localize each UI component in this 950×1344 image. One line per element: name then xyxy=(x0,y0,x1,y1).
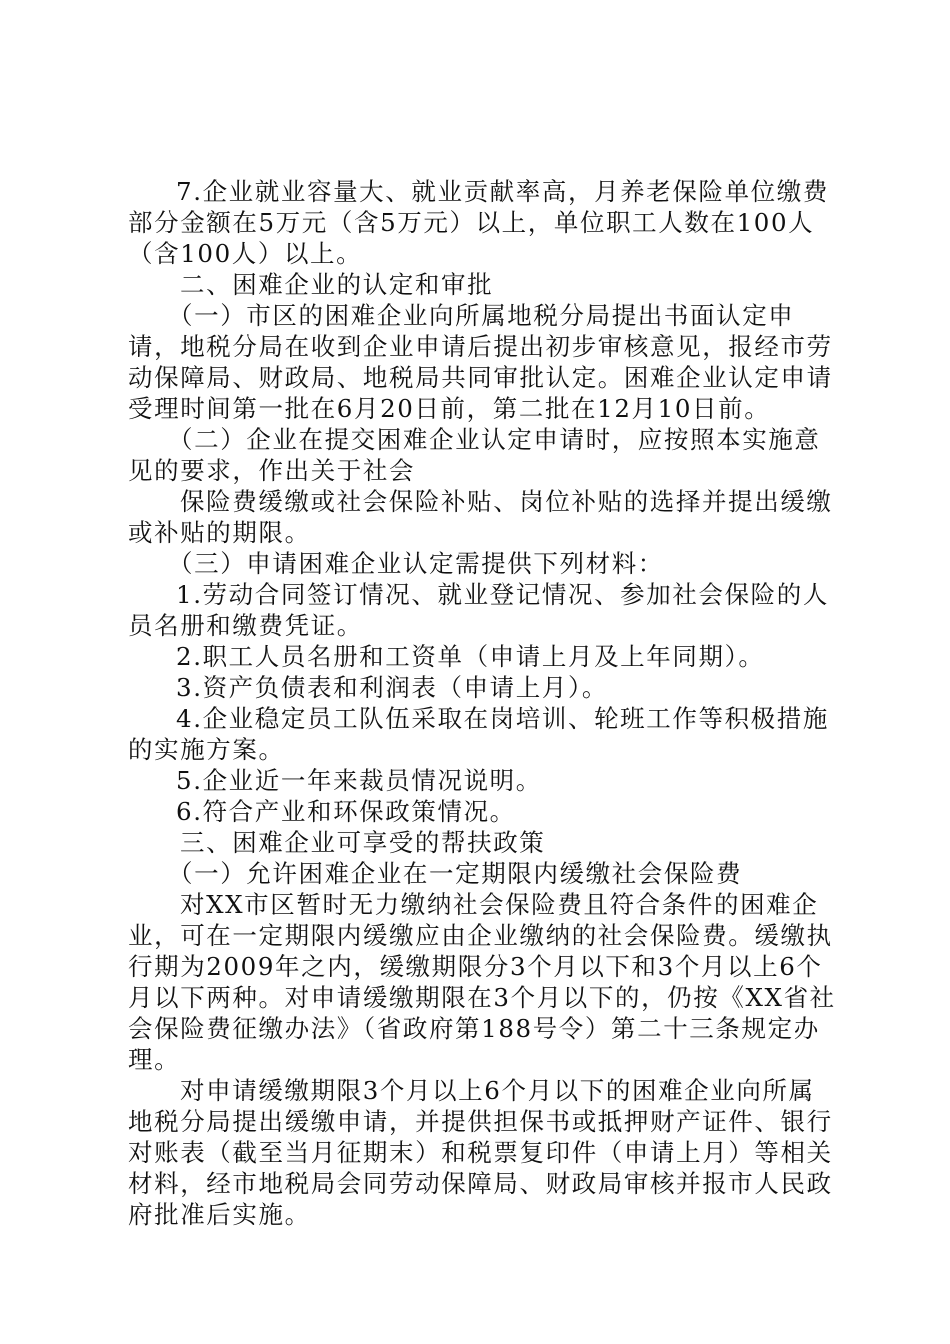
section-heading-3: 三、困难企业可享受的帮扶政策 xyxy=(180,828,546,857)
paragraph-sub-2: （二）企业在提交困难企业认定申请时，应按照本实施意见的要求，作出关于社会 xyxy=(128,425,821,485)
document-body xyxy=(128,176,840,1230)
materials-item-2: 2.职工人员名册和工资单（申请上月及上年同期）。 xyxy=(176,642,765,671)
paragraph-item-7: 7.企业就业容量大、就业贡献率高，月养老保险单位缴费部分金额在5万元（含5万元）以上，单位职工人数在100人（含100人）以上。 xyxy=(128,177,829,268)
materials-item-5: 5.企业近一年来裁员情况说明。 xyxy=(176,766,542,795)
policy-paragraph-1: 对XX市区暂时无力缴纳社会保险费且符合条件的困难企业，可在一定期限内缓缴应由企业缴纳的社会保险费。缓缴执行期为2009年之内，缓缴期限分3个月以下和3个月以上6个月以下两种。对申请缓缴期限在3个月以下的，仍按《XX省社会保险费征缴办法》（省政府第188号令）第二十三条规定办理。 xyxy=(128,890,836,1074)
section-heading-2: 二、困难企业的认定和审批 xyxy=(180,270,494,299)
materials-item-1: 1.劳动合同签订情况、就业登记情况、参加社会保险的人员名册和缴费凭证。 xyxy=(128,580,829,640)
paragraph-sub-2-continued: 保险费缓缴或社会保险补贴、岗位补贴的选择并提出缓缴或补贴的期限。 xyxy=(128,487,833,547)
materials-item-3: 3.资产负债表和利润表（申请上月）。 xyxy=(176,673,608,702)
materials-item-4: 4.企业稳定员工队伍采取在岗培训、轮班工作等积极措施的实施方案。 xyxy=(128,704,829,764)
materials-item-6: 6.符合产业和环保政策情况。 xyxy=(176,797,516,826)
policy-sub-1-heading: （一）允许困难企业在一定期限内缓缴社会保险费 xyxy=(168,859,743,888)
paragraph-sub-3: （三）申请困难企业认定需提供下列材料： xyxy=(168,549,664,578)
paragraph-sub-1: （一）市区的困难企业向所属地税分局提出书面认定申请，地税分局在收到企业申请后提出初步审核意见，报经市劳动保障局、财政局、地税局共同审批认定。困难企业认定申请受理时间第一批在6月20日前，第二批在12月10日前。 xyxy=(128,301,833,423)
policy-paragraph-2: 对申请缓缴期限3个月以上6个月以下的困难企业向所属地税分局提出缓缴申请，并提供担保书或抵押财产证件、银行对账表（截至当月征期末）和税票复印件（申请上月）等相关材料，经市地税局会同劳动保障局、财政局审核并报市人民政府批准后实施。 xyxy=(128,1076,833,1229)
